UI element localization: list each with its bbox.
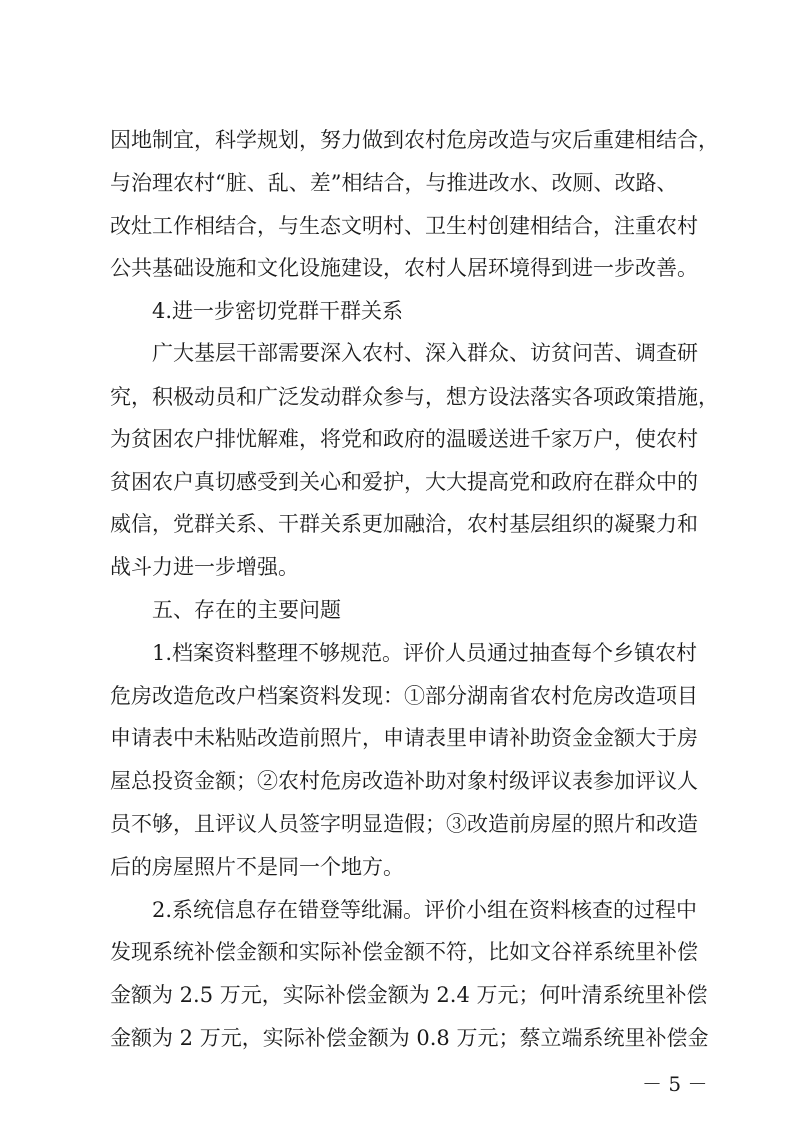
text-line: 贫困农户真切感受到关心和爱护，大大提高党和政府在群众中的 [110, 470, 698, 494]
text-line: 因地制宜，科学规划，努力做到农村危房改造与灾后重建相结合， [110, 128, 719, 152]
text-line: 2.系统信息存在错登等纰漏。评价小组在资料核查的过程中 [152, 898, 698, 922]
text-line: 申请表中未粘贴改造前照片，申请表里申请补助资金金额大于房 [110, 726, 698, 750]
text-line: 战斗力进一步增强。 [110, 555, 299, 579]
section-heading: 4.进一步密切党群干群关系 [152, 299, 404, 323]
text-line: 改灶工作相结合，与生态文明村、卫生村创建相结合，注重农村 [110, 214, 698, 238]
text-line: 金额为 2 万元，实际补偿金额为 0.8 万元；蔡立端系统里补偿金 [110, 1026, 709, 1050]
text-line: 金额为 2.5 万元，实际补偿金额为 2.4 万元；何叶清系统里补偿 [110, 983, 708, 1007]
text-line: 广大基层干部需要深入农村、深入群众、访贫问苦、调查研 [152, 341, 698, 365]
text-line: 后的房屋照片不是同一个地方。 [110, 855, 404, 879]
text-line: 危房改造危改户档案资料发现：①部分湖南省农村危房改造项目 [110, 684, 698, 708]
text-line: 与治理农村“脏、乱、差”相结合，与推进改水、改厕、改路、 [110, 171, 678, 195]
text-line: 屋总投资金额；②农村危房改造补助对象村级评议表参加评议人 [110, 769, 698, 793]
text-line: 究，积极动员和广泛发动群众参与，想方设法落实各项政策措施， [110, 385, 719, 409]
text-line: 威信，党群关系、干群关系更加融洽，农村基层组织的凝聚力和 [110, 512, 698, 536]
page-number: － 5 － [642, 1072, 708, 1096]
text-line: 公共基础设施和文化设施建设，农村人居环境得到进一步改善。 [110, 256, 698, 280]
section-heading: 五、存在的主要问题 [152, 598, 341, 622]
text-line: 1.档案资料整理不够规范。评价人员通过抽查每个乡镇农村 [152, 641, 698, 665]
text-line: 为贫困农户排忧解难，将党和政府的温暖送进千家万户，使农村 [110, 427, 698, 451]
text-line: 员不够，且评议人员签字明显造假；③改造前房屋的照片和改造 [110, 812, 698, 836]
text-line: 发现系统补偿金额和实际补偿金额不符，比如文谷祥系统里补偿 [110, 940, 698, 964]
